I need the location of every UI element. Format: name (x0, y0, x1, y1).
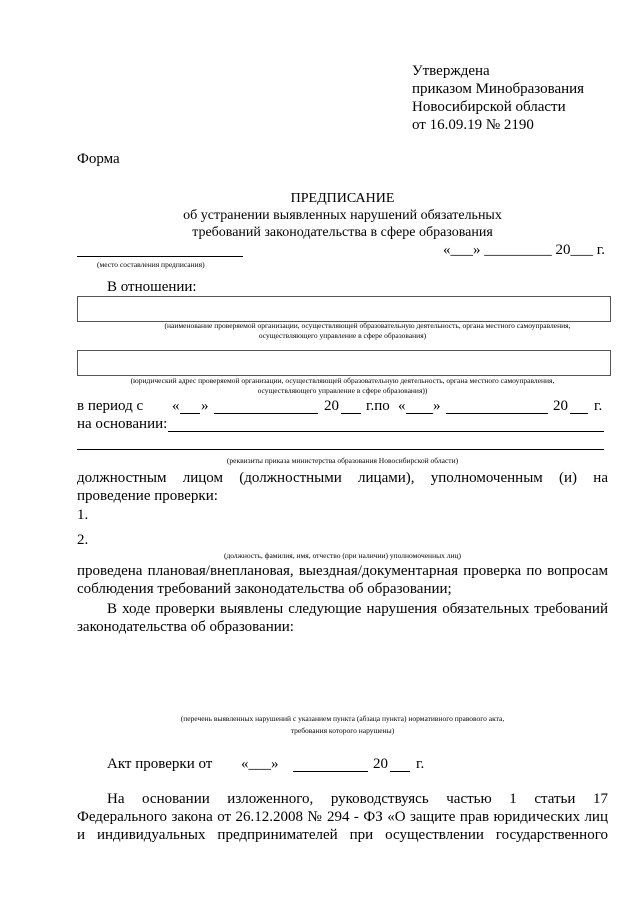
violations-line-1: В ходе проверки выявлены следующие нарушения обязательных требований (107, 601, 608, 617)
approval-line-2: приказом Минобразования (412, 81, 585, 97)
officials-caption: (должность, фамилия, имя, отчество (при наличии) уполномоченных лиц) (223, 551, 462, 560)
basis-line-2[interactable] (77, 449, 604, 450)
officials-line-2: проведение проверки: (77, 488, 218, 504)
period-month-2[interactable] (446, 413, 548, 414)
act-label: Акт проверки от (107, 756, 213, 772)
officials-line-1: должностным лицом (должностными лицами), уполномоченным (и) на (77, 470, 608, 486)
address-caption-line-1: (юридический адрес проверяемой организации, осуществляющей образовательную деятельность, органа местного самоуправления, (130, 376, 555, 385)
act-date-day[interactable]: «___» (241, 756, 279, 772)
in-relation-label: В отношении: (107, 279, 197, 295)
violations-caption-line-1: (перечень выявленных нарушений с указанием пункта (абзаца пункта) нормативного правового акта, (180, 714, 505, 723)
period-open-quote-1: « (172, 398, 180, 414)
period-year-prefix-2: 20 (553, 398, 568, 414)
place-line[interactable] (77, 256, 243, 257)
title-line-3: требований законодательства в сфере образования (192, 225, 493, 240)
basis-label: на основании: (77, 416, 168, 432)
act-date-year[interactable] (390, 771, 410, 772)
basis-line-1[interactable] (168, 431, 604, 432)
period-close-quote-2: » (433, 398, 441, 414)
violations-line-2: законодательства об образовании: (77, 619, 294, 635)
approval-line-4: от 16.09.19 № 2190 (412, 117, 534, 133)
org-caption-line-1: (наименование проверяемой организации, осуществляющей образовательную деятельность, органа местного самоуправления, (164, 321, 571, 330)
basis-para-line-2: Федерального закона от 26.12.2008 № 294 - ФЗ «О защите прав юридических лиц (77, 809, 608, 825)
organization-field[interactable] (77, 296, 611, 322)
basis-para-line-1: На основании изложенного, руководствуясь частью 1 статьи 17 (107, 791, 608, 807)
period-open-quote-2: « (398, 398, 406, 414)
org-caption-line-2: осуществляющего управление в сфере образования) (258, 331, 427, 340)
period-year-prefix-1: 20 (324, 398, 339, 414)
check-line-2: соблюдения требований законодательства об образовании; (77, 581, 452, 597)
act-date-month[interactable] (293, 771, 368, 772)
address-field[interactable] (77, 350, 611, 376)
period-month-1[interactable] (214, 413, 318, 414)
address-caption-line-2: осуществляющего управление в сфере образования)) (257, 386, 428, 395)
period-close-quote-1: » (201, 398, 209, 414)
form-label: Форма (77, 151, 120, 167)
official-item-1: 1. (77, 507, 89, 523)
order-caption: (реквизиты приказа министерства образования Новосибирской области) (226, 456, 459, 465)
period-year-1[interactable] (341, 413, 361, 414)
period-year-2[interactable] (570, 413, 588, 414)
act-year-prefix: 20 (373, 756, 388, 772)
title-line-1: ПРЕДПИСАНИЕ (290, 191, 395, 206)
approval-line-1: Утверждена (412, 63, 490, 79)
period-day-2[interactable] (406, 413, 433, 414)
act-suffix: г. (416, 756, 425, 772)
period-to: г.по (366, 398, 390, 414)
period-prefix: в период с (77, 398, 144, 414)
basis-para-line-3: и индивидуальных предпринимателей при осуществлении государственного (77, 827, 608, 843)
check-line-1: проведена плановая/внеплановая, выездная/документарная проверка по вопросам (77, 563, 608, 579)
period-day-1[interactable] (180, 413, 200, 414)
title-line-2: об устранении выявленных нарушений обязательных (183, 208, 502, 223)
approval-line-3: Новосибирской области (412, 99, 566, 115)
violations-caption-line-2: требования которого нарушены) (290, 726, 395, 735)
official-item-2: 2. (77, 532, 89, 548)
place-caption: (место составления предписания) (97, 260, 205, 269)
document-date[interactable]: «___» _________ 20___ г. (443, 242, 605, 258)
period-suffix: г. (594, 398, 603, 414)
